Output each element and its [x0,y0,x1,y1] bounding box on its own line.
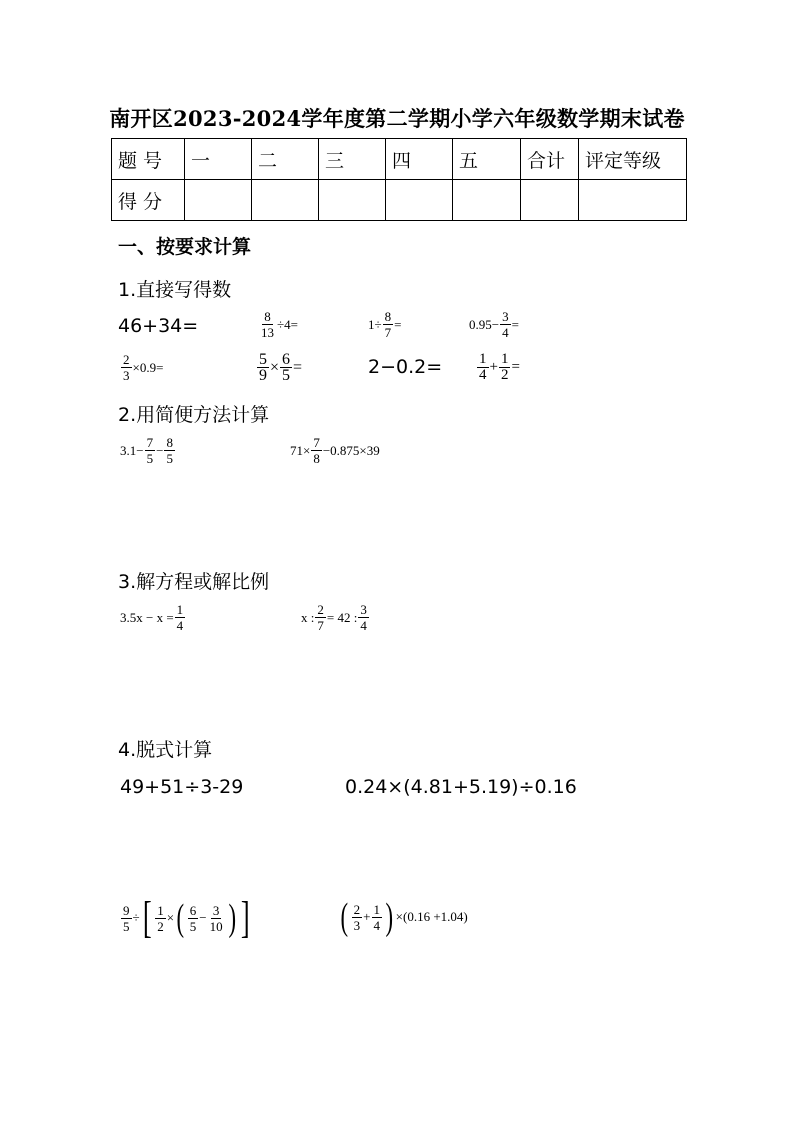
q1-expr-5: $\frac{2}{3}$ ×0.9= [123,352,164,383]
right-paren: ) [228,897,236,939]
row-label: 得 分 [112,180,185,221]
fraction: $\frac{7}{8}$ [313,435,320,466]
fraction: $\frac{6}{5}$ [282,351,291,384]
fraction: $\frac{3}{10}$ [209,902,223,934]
header-cell: 一 [185,139,252,180]
fraction: $\frac{8}{7}$ [384,309,392,340]
right-paren: ) [385,896,394,938]
fraction: $\frac{1}{4}$ [373,901,380,933]
header-cell: 题 号 [112,139,185,180]
score-table [111,138,687,221]
q4-heading: 4.脱式计算 [118,739,213,761]
header-cell: 合计 [521,139,579,180]
header-cell: 五 [453,139,521,180]
fraction: $\frac{2}{3}$ [123,352,130,383]
fraction: $\frac{7}{5}$ [146,435,154,466]
q2-expr-1: 3.1− $\frac{7}{5}$ − $\frac{8}{5}$ [120,435,173,466]
score-table-header-row [112,139,687,180]
fraction: $\frac{8}{13}$ [261,309,274,340]
q3-expr-1: 3.5x − x = $\frac{1}{4}$ [120,602,184,633]
q1-expr-2: $\frac{8}{13}$ ÷4= [261,309,298,340]
fraction: $\frac{9}{5}$ [123,902,130,934]
q4-expr-1: 49+51÷3-29 [120,776,244,798]
right-bracket: ] [241,893,251,942]
header-cell: 评定等级 [579,139,687,180]
header-cell: 二 [252,139,319,180]
left-paren: ( [176,897,185,939]
left-bracket: [ [142,893,152,942]
fraction: $\frac{6}{5}$ [189,902,197,934]
score-table-score-row [112,180,687,221]
fraction: $\frac{1}{4}$ [176,602,184,633]
q4-expr-4: ( $\frac{2}{3}$ + $\frac{1}{4}$ ) ×(0.16 +1.04) [340,896,468,938]
score-cell[interactable] [521,180,579,221]
score-cell[interactable] [453,180,521,221]
q4-expr-2: 0.24×(4.81+5.19)÷0.16 [345,776,577,798]
q1-expr-3: 1÷ $\frac{8}{7}$ = [368,309,402,340]
score-cell[interactable] [386,180,453,221]
score-cell[interactable] [185,180,252,221]
q1-heading: 1.直接写得数 [118,279,232,301]
q3-expr-2: x : $\frac{2}{7}$ = 42 : $\frac{3}{4}$ [301,602,367,633]
page-title: 南开区2023-2024学年度第二学期小学六年级数学期末试卷 [109,106,685,131]
q1-expr-4: 0.95− $\frac{3}{4}$ = [469,309,519,340]
fraction: $\frac{3}{4}$ [360,602,367,633]
q2-expr-2: 71× $\frac{7}{8}$ −0.875×39 [290,435,380,466]
left-paren: ( [340,896,349,938]
q4-expr-3: $\frac{9}{5}$ ÷ [ $\frac{1}{2}$ × ( $\frac{6}{5}$ − $\frac{3}{10}$ ) ] [123,893,251,942]
fraction: $\frac{1}{2}$ [500,351,509,383]
fraction: $\frac{1}{2}$ [157,902,164,934]
fraction: $\frac{2}{7}$ [317,602,324,633]
score-cell[interactable] [319,180,386,221]
q1-expr-1: 46+34= [118,315,199,337]
header-cell: 四 [386,139,453,180]
q1-expr-6: $\frac{5}{9}$ × $\frac{6}{5}$ = [259,351,303,384]
q1-expr-8: $\frac{1}{4}$ + $\frac{1}{2}$ = [479,351,520,383]
score-cell[interactable] [252,180,319,221]
fraction: $\frac{3}{4}$ [502,309,509,340]
fraction: $\frac{2}{3}$ [353,901,361,933]
q2-heading: 2.用简便方法计算 [118,404,270,426]
section-heading: 一、按要求计算 [118,236,252,258]
q1-expr-7: 2−0.2= [368,356,443,378]
q3-heading: 3.解方程或解比例 [118,571,270,593]
score-cell[interactable] [579,180,687,221]
header-cell: 三 [319,139,386,180]
fraction: $\frac{8}{5}$ [166,435,173,466]
fraction: $\frac{1}{4}$ [479,351,487,383]
fraction: $\frac{5}{9}$ [259,351,267,384]
